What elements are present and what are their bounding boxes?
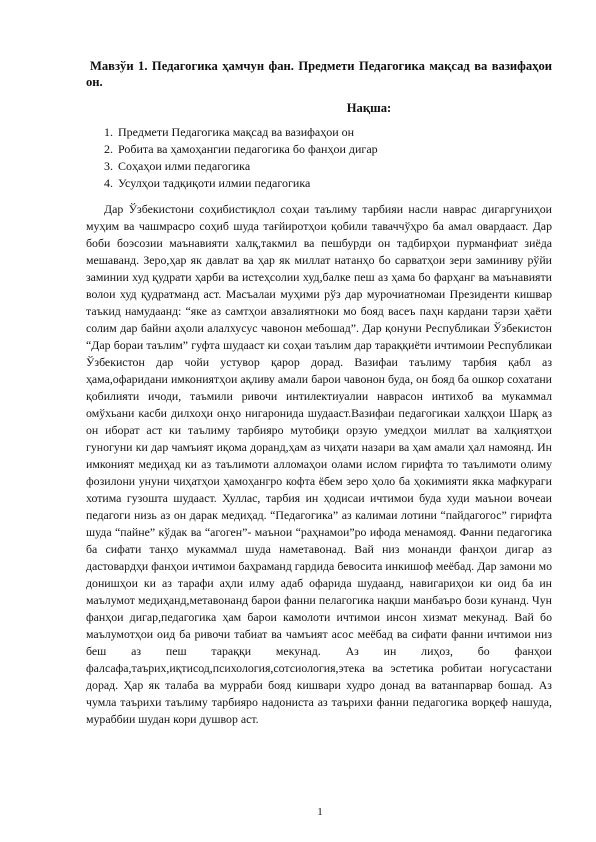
plan-item: 1. Предмети Педагогика мақсад ва вазифаҳои он bbox=[116, 124, 552, 141]
plan-item: 2. Робита ва ҳамоҳангии педагогика бо фанҳои дигар bbox=[116, 141, 552, 158]
body-paragraph: Дар Ўзбекистони соҳибистиқлол соҳаи таълиму тарбияи насли наврас дигаргуниҳои муҳим ва чашмрасро соҳиб шуда тағйиротҳои қобили таваччўҳро ба амал овардааст. Дар боби боэсозии маънавияти халқ,такмил ва пешбурди он тадбирҳои пурманфиат зиёда мешаванд. Зеро,ҳар як давлат ва ҳар як миллат натанҳо бо сарватҳои зери заминиву рўйи заминии худ қудрати ҳарби ва истеҳсолии худ,балке пеш аз ҳама бо фарҳанг ва маънавияти волои худ қудратманд аст. Масъалаи муҳими рўз дар мурочиатномаи Президенти кишвар таъкид намудаанд: “яке аз самтҳои авзалиятноки мо бояд васеъ паҳн кардани тарзи ҳаёти солим дар байни аҳоли алалхусус чавонон мебошад”. Дар қонуни Республикаи Ўзбекистон “Дар бораи таълим” гуфта шудааст ки соҳаи таълим дар тараққиёти ичтимоии Республикаи Ўзбекистон дар чойи устувор қарор дорад. Вазифаи таълиму тарбия қабл аз ҳама,офаридани имкониятҳои ақливу амали барои чавонон буда, он бояд ба ошкор сохатани қобилияти ичоди, таъмили ривочи интилектиуалии наврасон интихоб ва мукаммал омўхьани касби дилхоҳи онҳо нигаронида шудааст.Вазифаи педагогикаи халқҳои Шарқ аз он иборат аст ки таълиму тарбияро мутобиқи орзую умедҳои миллат ва халқиятҳои гуногуни ки дар чамъият иқома доранд,ҳам аз чиҳати назари ва ҳам амали ҳал намоянд. Ин имконият медиҳад ки аз таълимоти алломаҳои олами ислом гирифта то таълимоти олиму фозилони унуни чиҳатҳои ҳамоҳангро кофта ёбем зеро ҳоло ба ҳокимияти якка мафкураги хотима гузошта шудааст. Хуллас, тарбия ин ҳодисаи ичтимои буда худи маънои вочеаи педагоги низь аз он дарак медиҳад. “Педагогика” аз калимаи лотини “пайдагогос” гирифта шуда “пайне” кўдак ва “агоген”- маънои “раҳнамои”ро ифода менамояд. Фанни педагогика ба сифати танҳо мукаммал шуда наметавонад. Вай низ монанди фанҳои дигар аз дастовардҳи фанҳои ичтимои баҳраманд гардида бевосита инкишоф меёбад. Дар замони мо донишҳои ки аз тарафи аҳли илму адаб офарида шудаанд, навигариҳои ки оид ба ин маълумот медиҳанд,метавонанд барои фанни пелагогика нақши манбаъро бози кунанд. Чун фанҳои дигар,педагогика ҳам барои камолоти ичтимои инсон хизмат мекунад. Вай бо маълумотҳои оид ба ривочи табиат ва чамъият асос меёбад ва сифати фанни ичтимои низ беш аз пеш тараққи мекунад. Аз ин лиҳоз, бо фанҳои фалсафа,таърих,иқтисод,психология,сотсиология,этека ва эстетика робитаи ногусастани дорад. Ҳар як талаба ва мурраби бояд кишвари худро донад ва ватанпарвар бошад. Аз чумла таърихи таълиму тарбияро надониста аз таърихи фанни педагогика ворқеф нашуда, мураббии шудан кори душвор аст. bbox=[86, 202, 552, 726]
plan-item: 4. Усулҳои тадқиқоти илмии педагогика bbox=[116, 175, 552, 192]
document-title: Мавзўи 1. Педагогика ҳамчун фан. Предмети Педагогика мақсад ва вазифаҳои он. bbox=[86, 59, 552, 89]
page-number: 1 bbox=[317, 806, 323, 818]
plan-list bbox=[86, 124, 552, 192]
plan-heading: Нақша: bbox=[346, 101, 392, 115]
document-page bbox=[86, 58, 552, 728]
plan-item: 3. Соҳаҳои илми педагогика bbox=[116, 158, 552, 175]
